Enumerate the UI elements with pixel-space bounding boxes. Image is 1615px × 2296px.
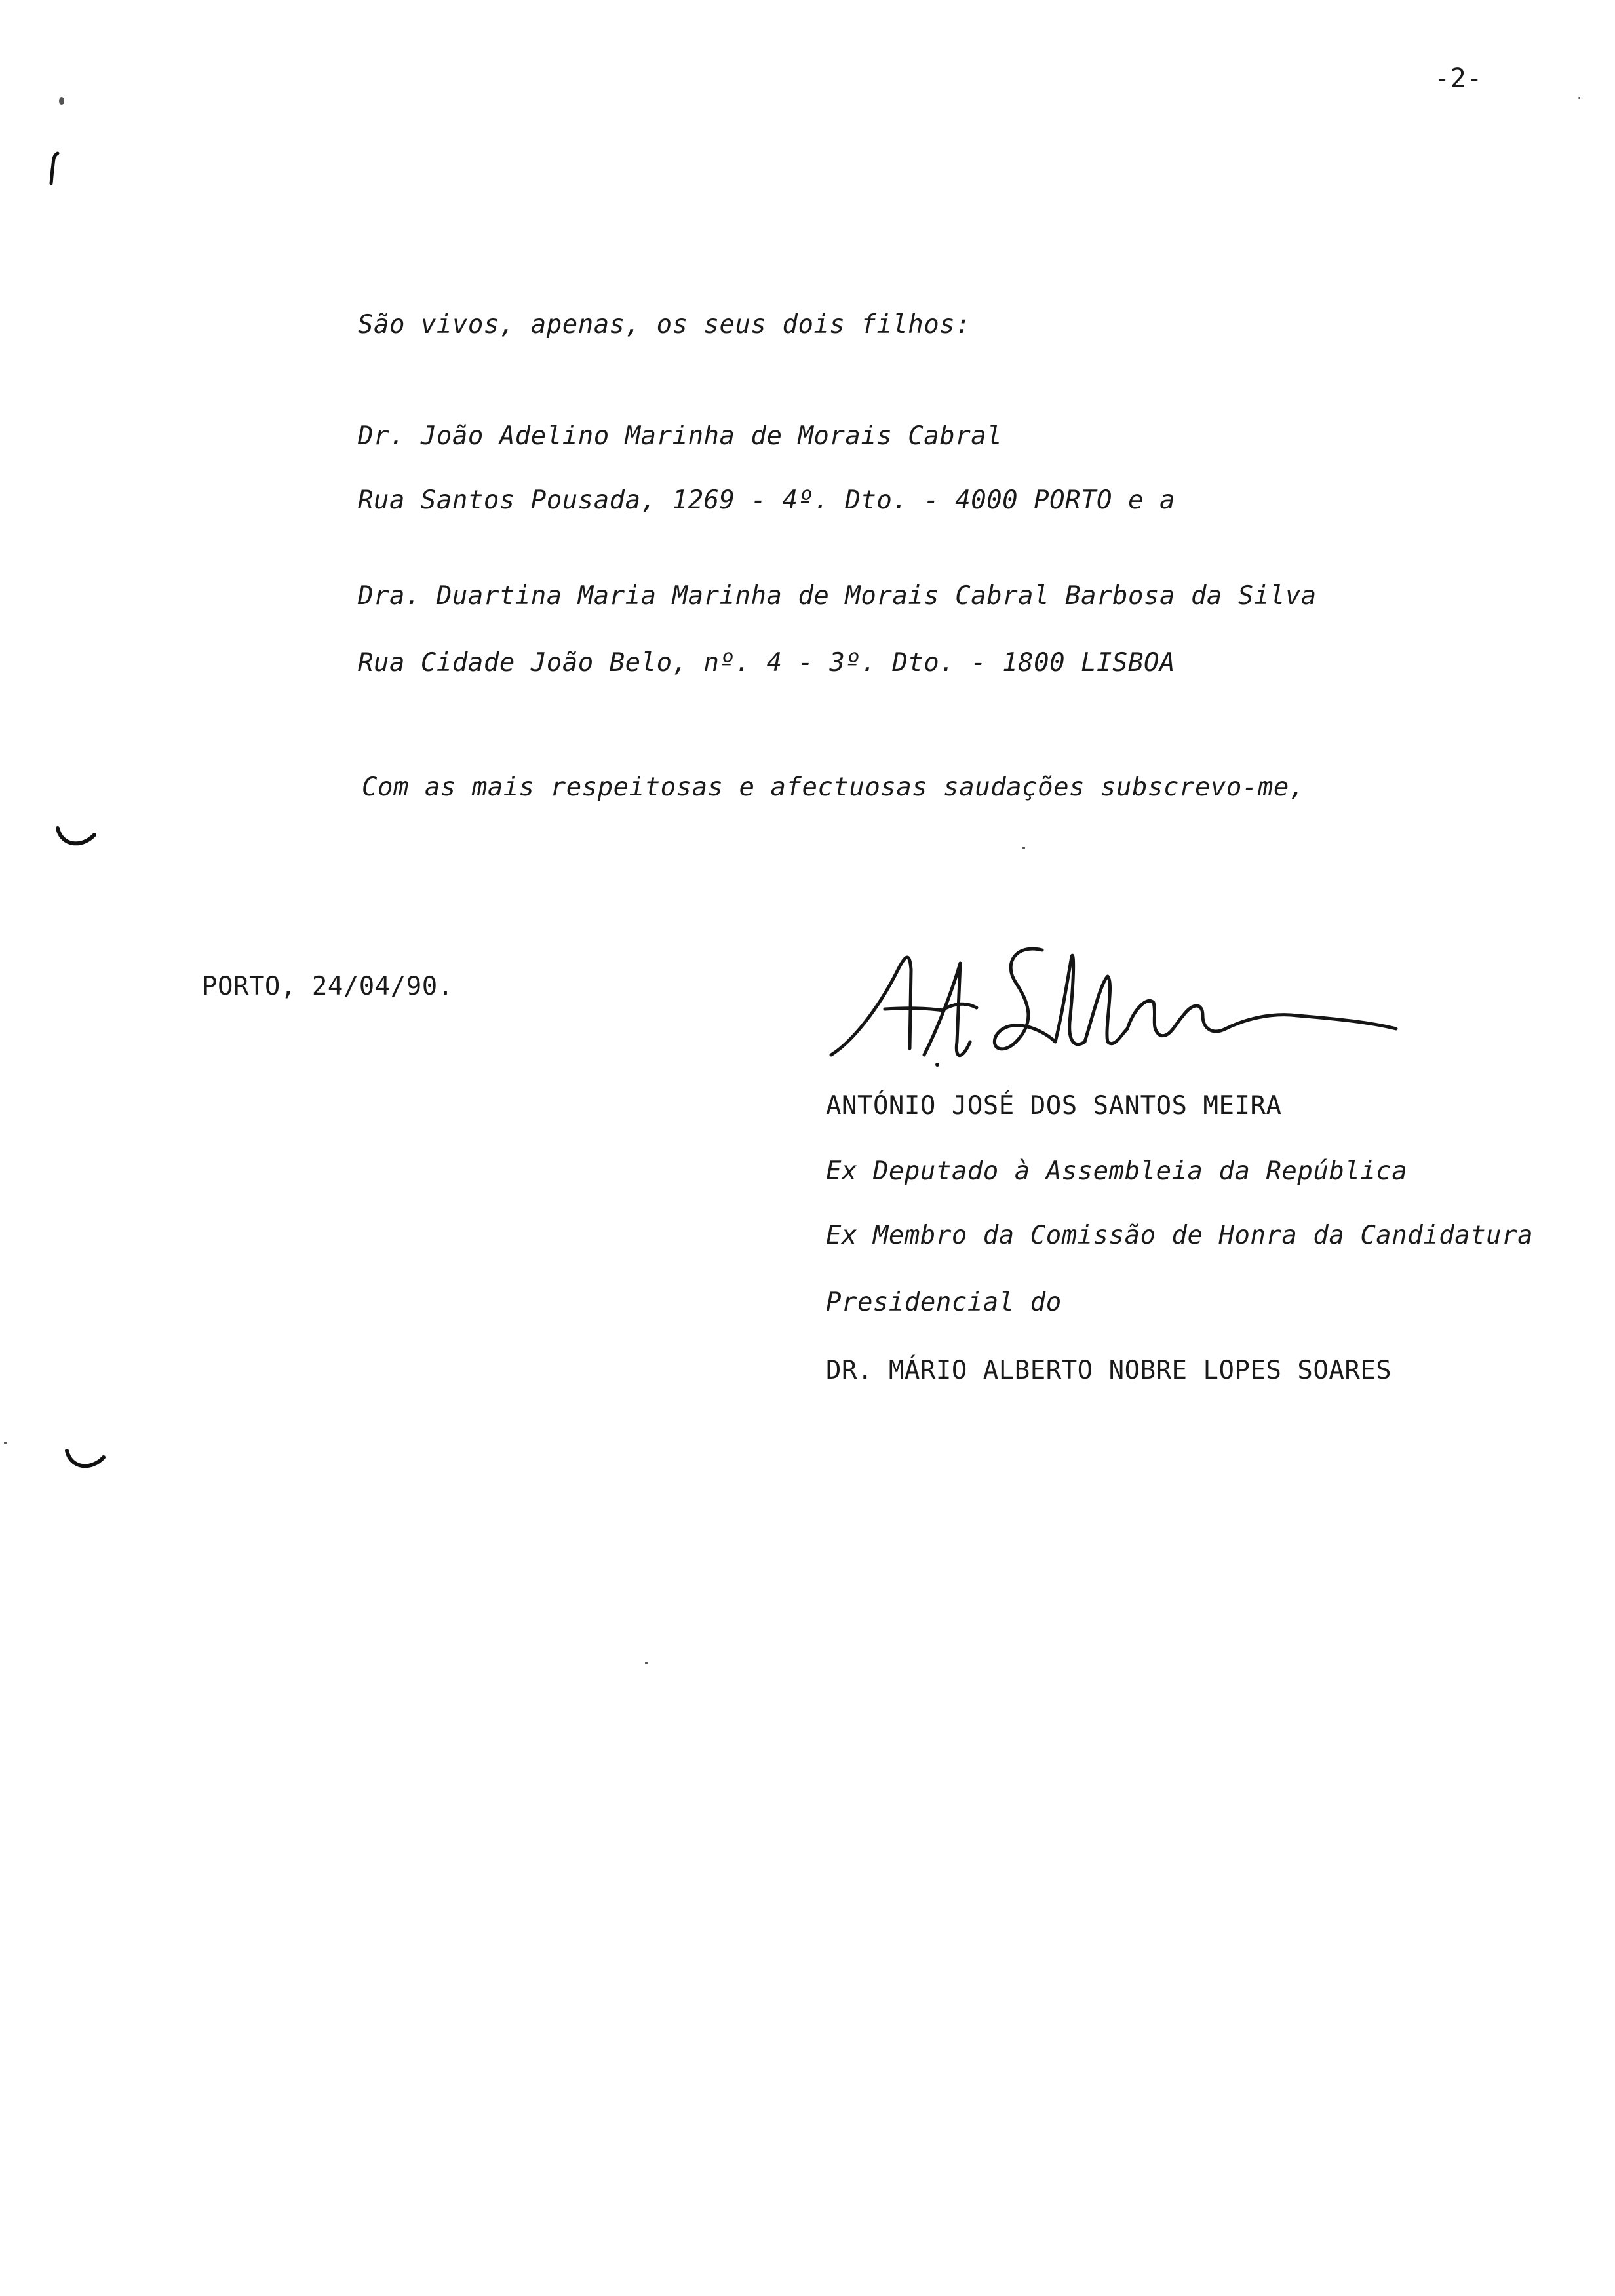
closing-line: Com as mais respeitosas e afectuosas saudações subscrevo-me, <box>362 773 1305 802</box>
scan-speck <box>1578 97 1580 99</box>
scan-speck <box>1022 847 1025 849</box>
recipient-1-name: Dr. João Adelino Marinha de Morais Cabral <box>358 421 1003 451</box>
signatory-name: ANTÓNIO JOSÉ DOS SANTOS MEIRA <box>826 1091 1282 1120</box>
signatory-title-3: Presidencial do <box>826 1288 1062 1317</box>
scan-speck <box>59 97 64 105</box>
place-and-date: PORTO, 24/04/90. <box>202 972 454 1001</box>
scan-speck <box>4 1442 7 1444</box>
signatory-title-4: DR. MÁRIO ALBERTO NOBRE LOPES SOARES <box>826 1356 1392 1385</box>
recipient-1-address: Rua Santos Pousada, 1269 - 4º. Dto. - 4000 PORTO e a <box>358 486 1175 515</box>
binder-hole-mark-icon <box>63 1447 109 1473</box>
signatory-title-2: Ex Membro da Comissão de Honra da Candidatura <box>826 1221 1534 1250</box>
recipient-2-name: Dra. Duartina Maria Marinha de Morais Cabral Barbosa da Silva <box>358 581 1317 611</box>
signatory-title-1: Ex Deputado à Assembleia da República <box>826 1157 1408 1186</box>
recipient-2-address: Rua Cidade João Belo, nº. 4 - 3º. Dto. - 1800 LISBOA <box>358 648 1175 678</box>
intro-line: São vivos, apenas, os seus dois filhos: <box>358 310 971 339</box>
page-number: -2- <box>1434 64 1483 94</box>
handwritten-signature-icon <box>826 930 1403 1075</box>
binder-hole-mark-icon <box>54 824 100 851</box>
scan-speck <box>645 1662 648 1664</box>
scan-mark-icon <box>46 149 66 189</box>
